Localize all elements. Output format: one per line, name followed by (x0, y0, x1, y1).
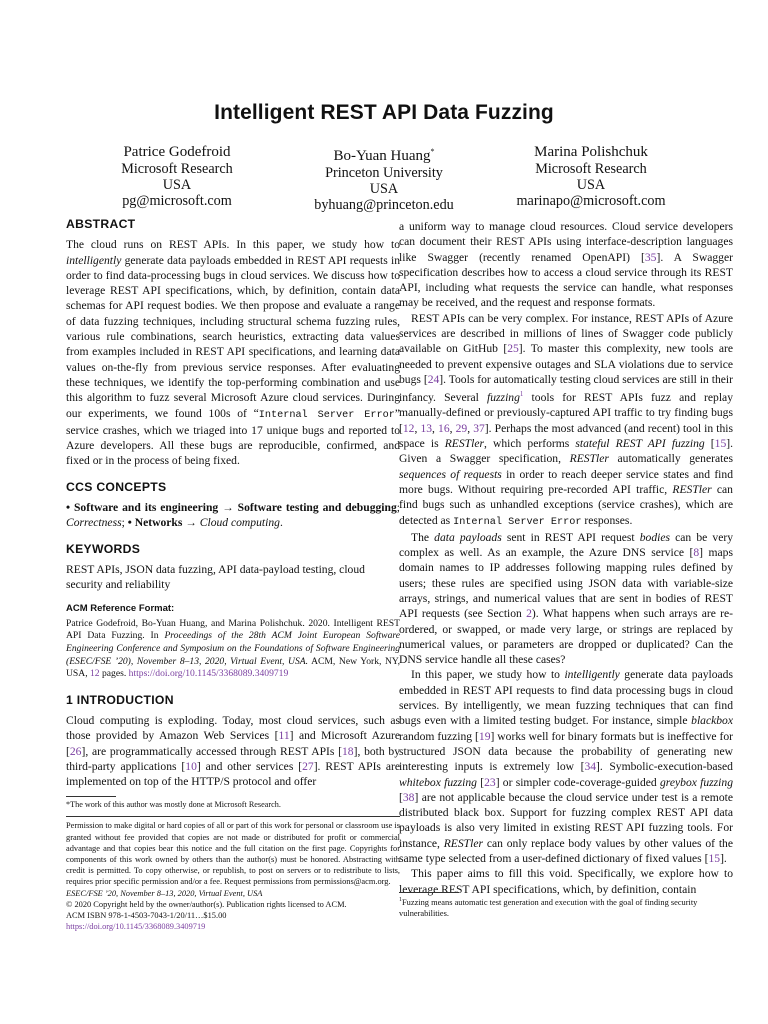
text: ] or simpler code-coverage-guided (495, 775, 660, 789)
author-name (264, 143, 504, 165)
ccs-heading: CCS CONCEPTS (66, 479, 167, 494)
author-email: byhuang@princeton.edu (314, 197, 454, 213)
text: [ (476, 775, 485, 789)
text: a uniform way to manage cloud resources. Cloud service developers can document their REST APIs using interface-description languages like Swagger (recently renamed OpenAPI) [ (399, 220, 733, 264)
permission-rule (66, 816, 400, 817)
citation[interactable]: 24 (427, 372, 440, 386)
copyright-line: © 2020 Copyright held by the owner/author(s). Publication rights licensed to ACM. (66, 899, 347, 909)
text: The cloud runs on REST APIs. In this paper, we study how to (66, 238, 400, 252)
text: Correctness (66, 516, 122, 530)
author-country: USA (576, 177, 606, 193)
text: Proceedings of the 28th ACM Joint European Software Engineering Conference and Symposium on the Foundations of Software Engineering (ESEC/FSE ’20), November 8–13, 2020, Virtual Event, USA. (66, 630, 401, 667)
text: ]. Given a Swagger specification, (399, 437, 734, 466)
footnote-ref[interactable]: 1 (519, 390, 524, 399)
acm-ref-heading: ACM Reference Format: (66, 602, 175, 614)
citation[interactable]: 25 (507, 342, 519, 356)
text: intelligently (66, 253, 122, 267)
text: ] works well for binary formats but is ineffective for structured JSON data because the probability of generating new interesting inputs is extremely low [ (399, 729, 733, 774)
citation[interactable]: 23 (484, 775, 496, 789)
author-block-1 (57, 143, 297, 209)
intro-paragraph (66, 713, 400, 789)
text: , which performs (483, 437, 576, 451)
author-email: pg@microsoft.com (122, 193, 232, 209)
text: can be very complex as well. As an example, the Azure DNS service [ (399, 530, 733, 560)
doi-link[interactable]: https://doi.org/10.1145/3368089.3409719 (128, 668, 289, 680)
author-affiliation: Princeton University (325, 165, 443, 181)
text: ]. Tools for automatically testing cloud services are still in their infancy. Several (399, 372, 733, 405)
text: ]. REST APIs are implemented on top of the HTTP/S protocol and offer (66, 759, 400, 789)
text: ACM, New York, NY, USA, (66, 655, 400, 680)
paragraph (399, 219, 733, 311)
citation[interactable]: 10 (185, 759, 197, 773)
code: Internal Server Error (258, 409, 395, 421)
text: Cloud computing is exploding. Today, most cloud services, such as those provided by Amazon Web Services [ (66, 714, 400, 743)
author-name: Marina Polishchuk (534, 144, 648, 160)
author-name-text: Bo-Yuan Huang (333, 148, 431, 164)
text: The (411, 530, 435, 544)
citation[interactable]: 27 (302, 759, 314, 773)
text: data payloads (434, 530, 502, 544)
citation[interactable]: 29 (455, 421, 468, 435)
text: [ (704, 437, 715, 451)
text: automatically generates (608, 452, 733, 466)
text: ]. To master this complexity, new tools are needed to prevent expensive outages and SLA violations due to service bugs [ (399, 342, 733, 386)
text: Cloud computing (199, 516, 280, 530)
section-ref[interactable]: 2 (526, 607, 532, 621)
text: [ (399, 790, 403, 804)
text: fuzzing (487, 391, 520, 405)
text: generate data payloads embedded in REST API requests in order to find data-processing bugs in cloud services. We discuss how to leverage REST API specifications, which, by definition, contain data schemas for API request bodies. We then propose and evaluate a range of data fuzzing techniques, including structural schema fuzzing rules, various rule combinations, search heuristics, extracting data values from examples included in REST API specifications, and learning data values on-the-fly from previous service responses. After evaluating these techniques, we identify the top-performing combination and use this algorithm to fuzz several Microsoft Azure cloud services. During our experiments, we found 100s of “ (66, 253, 400, 420)
text: ], both by third-party applications [ (66, 744, 400, 773)
text: RESTler (443, 836, 483, 850)
citation[interactable]: 15 (714, 437, 727, 451)
author-footnote: *The work of this author was mostly done at Microsoft Research. (66, 799, 281, 809)
text: ]. Symbolic-execution-based (596, 760, 733, 774)
permission-notice: Permission to make digital or hard copies of all or part of this work for personal or classroom use is granted without fee provided that copies are not made or distributed for profit or commercial advantage and that copies bear this notice and the full citation on the first page. Copyrights for components of this work owned by others than the author(s) must be honored. Abstracting with credit is permitted. To copy otherwise, or republish, to post on servers or to redistribute to lists, requires prior specific permission and/or a fee. Request permissions from permissions@acm.org. (66, 821, 400, 887)
footnote-rule (399, 892, 459, 893)
citation[interactable]: 18 (342, 744, 354, 758)
pages-link[interactable]: 12 (90, 668, 100, 680)
author-affiliation: Microsoft Research (121, 161, 233, 177)
text: can find bugs such as unhandled exceptions (service crashes), which are detected as (399, 482, 733, 527)
text: greybox fuzzing (659, 775, 733, 789)
citation[interactable]: 16 (438, 421, 450, 435)
citation[interactable]: 15 (708, 852, 721, 866)
author-name: Patrice Godefroid (123, 144, 231, 160)
text: random fuzzing [ (399, 729, 479, 743)
citation[interactable]: 34 (584, 760, 597, 774)
citation[interactable]: 12 (402, 421, 415, 435)
conference-line: ESEC/FSE ’20, November 8–13, 2020, Virtual Event, USA (66, 888, 263, 898)
author-block-2 (264, 143, 504, 213)
paper-title: Intelligent REST API Data Fuzzing (214, 101, 554, 124)
text: ] and Microsoft Azure [ (66, 729, 400, 758)
footnote-rule (66, 796, 116, 797)
text: RESTler (672, 482, 712, 496)
text: REST APIs can be very complex. For instance, REST APIs of Azure services are described in millions of lines of Swagger code publicly available on GitHub [ (399, 311, 733, 356)
text: Fuzzing means automatic test generation and execution with the goal of finding security vulnerabilities. (399, 897, 698, 919)
text: ] are not applicable because the cloud service under test is a remote distributed black box. Support for fuzzing complex REST API data payloads is also very limited in existing REST API fuzzing tools. For instance, (399, 790, 733, 850)
text: responses. (581, 513, 633, 527)
citation[interactable]: 19 (478, 729, 491, 743)
text: pages. (99, 668, 129, 680)
text: ] and other services [ (196, 759, 303, 773)
fuzzing-footnote-block (399, 892, 733, 920)
paragraph: REST APIs can be very complex. For instance, REST APIs of Azure services are described in millions of lines of Swagger code publicly available on GitHub [25]. To master this complexity, new tools are needed to prevent expensive outages and SLA violations due to service bugs [24]. Tools for automatically testing cloud services are still in their infancy. Several fuzzing$^1$ tools for REST APIs fuzz and replay manually-defined or previously-captured API traffic to try finding bugs [12, 13, 16, 29, 37]. Perhaps the most advanced (and recent) tool in this space is RESTler, which performs stateful REST API fuzzing [15]. Given a Swagger specification, RESTler automatically generates sequences of requests in order to reach deeper service states and find more bugs. Without requiring pre-recorded API traffic, RESTler can find bugs such as unhandled exceptions (service crashes), which are detected as Internal Server Error responses. (399, 311, 734, 528)
citation[interactable]: 11 (278, 729, 290, 743)
text: intelligently (564, 668, 620, 682)
doi-footer-link[interactable]: https://doi.org/10.1145/3368089.3409719 (66, 922, 206, 932)
ccs-text: • Software and its engineering → Software testing and debugging; Correctness; • Networks → Cloud computing. (66, 501, 400, 530)
text: ). What happens when such arrays are re-ordered, or swapped, or made very large, or strings are replaced by numerical values, or parameters are dropped or duplicated? Can the DNS service handle all these cases? (399, 607, 733, 667)
author-affiliation: Microsoft Research (535, 161, 647, 177)
fuzzing-footnote (399, 895, 733, 920)
footnote-mark: 1 (399, 897, 402, 903)
right-column (399, 219, 733, 897)
introduction-heading: 1 INTRODUCTION (66, 692, 174, 707)
paragraph (399, 530, 733, 668)
text: can only replace body values by other values of the same type selected from a user-defined dictionary of fixed values [ (399, 836, 733, 866)
abstract-heading: ABSTRACT (66, 217, 136, 231)
text: In this paper, we study how to (411, 668, 565, 682)
author-footnote-mark: * (430, 147, 435, 156)
text: bodies (639, 530, 671, 544)
isbn-line: ACM ISBN 978-1-4503-7043-1/20/11…$15.00 (66, 911, 227, 920)
text: • Networks → (127, 516, 197, 530)
author-country: USA (369, 181, 399, 197)
abstract-text (66, 237, 400, 468)
paragraph: This paper aims to fill this void. Specifically, we explore how to leverage REST API specifications, which, by definition, contain (399, 867, 733, 896)
text: ]. Perhaps the most advanced (and recent) tool in this space is (399, 421, 734, 451)
text: RESTler (569, 452, 609, 466)
text: ” service crashes, which we triaged into 17 unique bugs and reported to Azure developers. All these bugs are reproducible, confirmed, and fixed or in the process of being fixed. (66, 406, 400, 468)
citation[interactable]: 35 (644, 250, 657, 264)
citation[interactable]: 8 (693, 546, 700, 560)
text: Patrice Godefroid, Bo-Yuan Huang, and Marina Polishchuk. 2020. Intelligent REST API Data Fuzzing. In (66, 617, 400, 642)
citation[interactable]: 26 (69, 744, 82, 758)
text: • Software and its engineering → Software testing and debugging (66, 501, 397, 515)
text: RESTler (444, 437, 484, 451)
acm-ref-text (66, 618, 400, 681)
text: blackbox (691, 714, 733, 728)
keywords-text: REST APIs, JSON data fuzzing, API data-payload testing, cloud security and reliability (66, 562, 365, 592)
text: ]. (720, 852, 727, 866)
text: ] maps domain names to IP addresses following mapping rules defined by users; these rules are specified using JSON data with variable-size arrays, strings, and numerical values that are sent in bodies of REST API requests (see Section (399, 546, 733, 621)
text: sent in REST API request (501, 530, 640, 544)
text: ], are programmatically accessed through REST APIs [ (81, 744, 342, 758)
code: Internal Server Error (453, 516, 582, 528)
author-country: USA (162, 177, 192, 193)
text: tools for REST APIs fuzz and replay manually-defined or previously-captured API traffic to try finding bugs [ (399, 391, 733, 435)
citation[interactable]: 38 (402, 790, 415, 804)
text: ]. A Swagger specification describes how to access a cloud service through its REST API, including what requests the service can handle, what responses may be received, and the request and response formats. (399, 250, 733, 310)
text: sequences of requests (399, 467, 502, 481)
text: generate data payloads embedded in REST API requests to find data processing bugs in cloud services. By intelligently, we mean fuzzing techniques that can find bugs even with a limited testing budget. For instance, simple (399, 668, 733, 728)
citation[interactable]: 37 (473, 421, 485, 435)
left-column (66, 217, 400, 932)
text: stateful REST API fuzzing (575, 437, 705, 451)
text: whitebox fuzzing (399, 775, 477, 789)
citation[interactable]: 13 (420, 421, 433, 435)
author-email: marinapo@microsoft.com (516, 193, 666, 209)
keywords-heading: KEYWORDS (66, 541, 141, 556)
text: in order to reach deeper service states and find more bugs. Without requiring pre-recorded API traffic, (399, 467, 733, 496)
author-block-3 (471, 143, 711, 209)
paragraph (399, 667, 733, 866)
